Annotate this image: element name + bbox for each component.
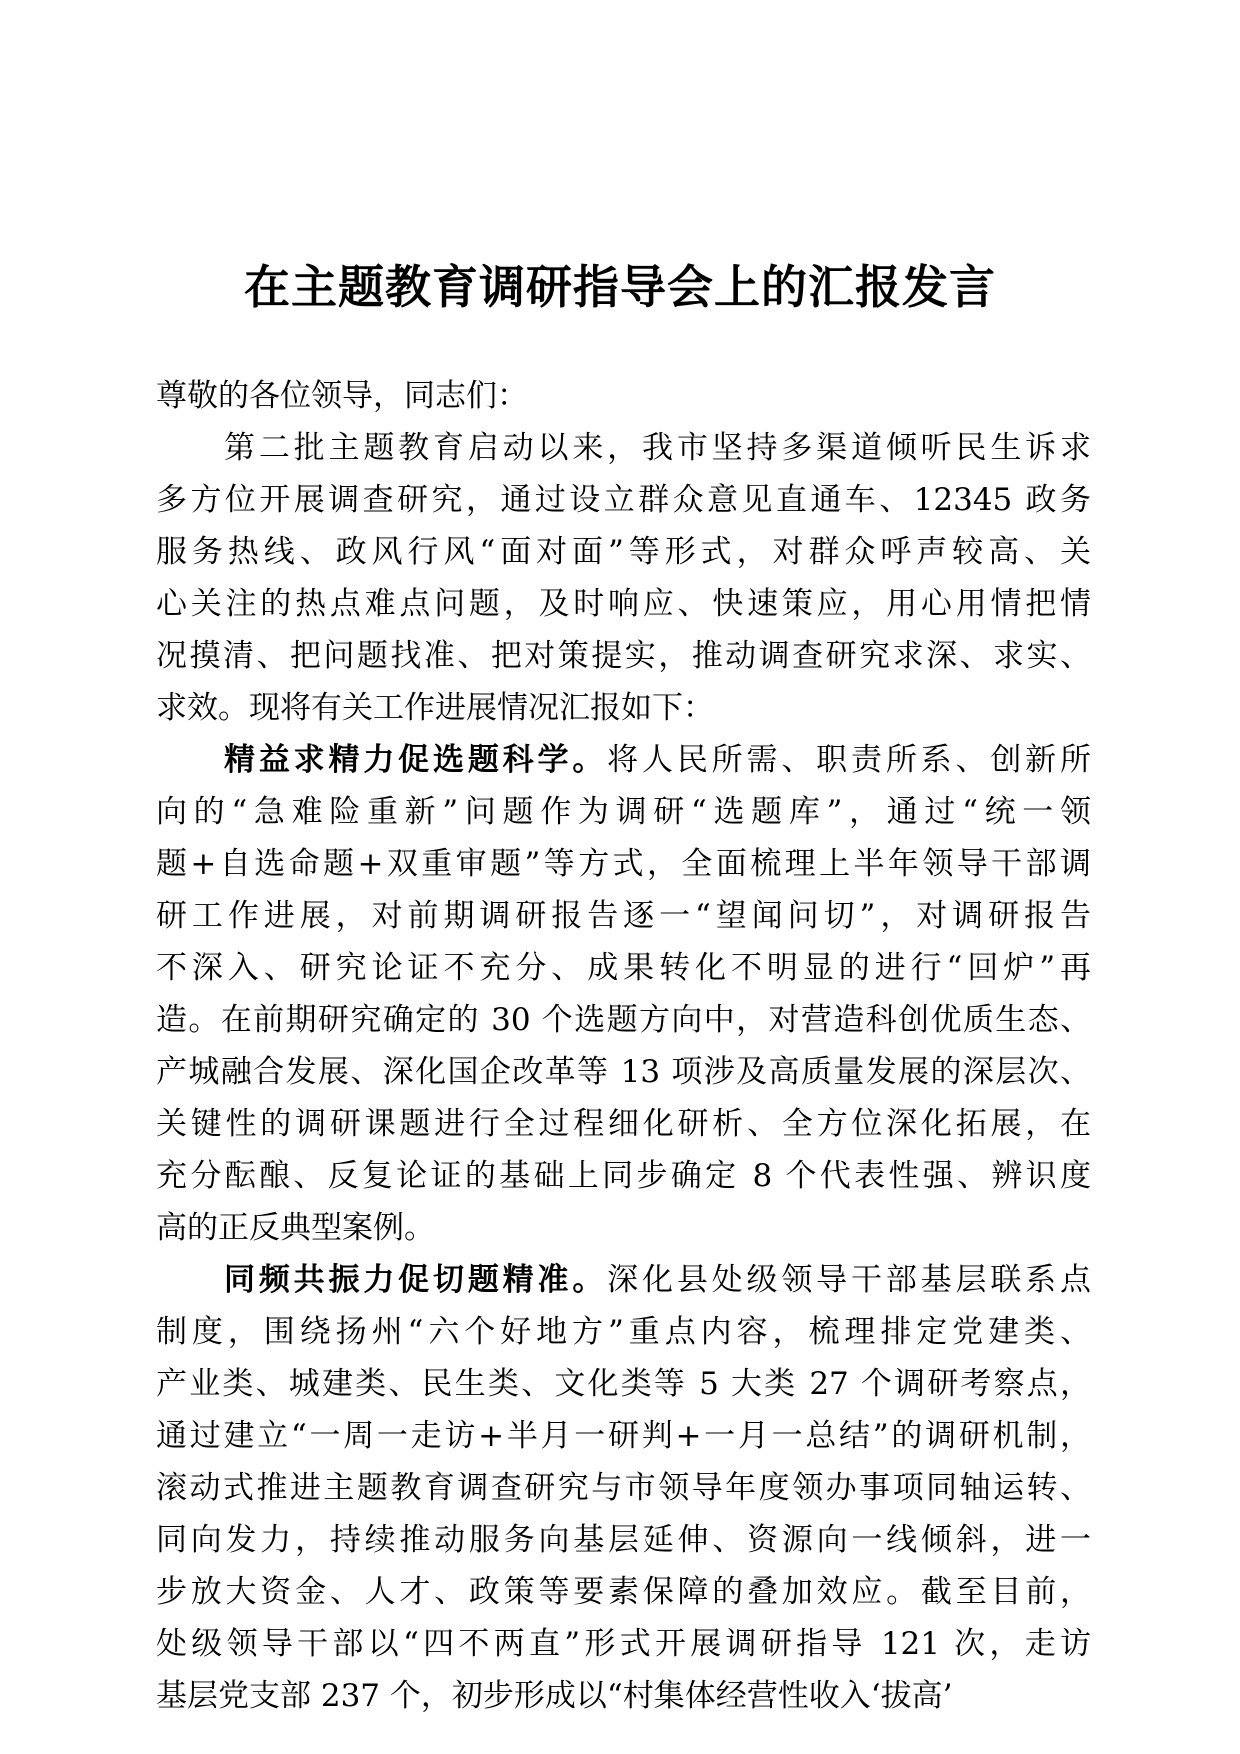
section1-line: 研工作进展，对前期调研报告逐一“望闻问切”，对调研报告 — [156, 898, 1091, 934]
intro-line: 况摸清、把问题找准、把对策提实，推动调查研究求深、求实、 — [156, 638, 1091, 674]
section1-line: 关键性的调研课题进行全过程细化研析、全方位深化拓展，在 — [156, 1106, 1091, 1142]
salutation: 尊敬的各位领导，同志们： — [156, 378, 528, 414]
section1-line: 充分酝酿、反复论证的基础上同步确定 8 个代表性强、辨识度 — [156, 1158, 1091, 1194]
section2-line: 通过建立“一周一走访+半月一研判+一月一总结”的调研机制， — [156, 1418, 1091, 1454]
section1-first-line — [156, 734, 1091, 786]
intro-line: 服务热线、政风行风“面对面”等形式，对群众呼声较高、关 — [156, 534, 1091, 570]
intro-line: 第二批主题教育启动以来，我市坚持多渠道倾听民生诉求 — [224, 430, 1091, 466]
section1-first-text: 将人民所需、职责所系、创新所 — [607, 742, 1092, 778]
section2-first-line — [156, 1254, 1091, 1306]
section1-heading: 精益求精力促选题科学。 — [224, 742, 608, 778]
section2-line: 产业类、城建类、民生类、文化类等 5 大类 27 个调研考察点， — [156, 1366, 1091, 1402]
section1-line: 向的“急难险重新”问题作为调研“选题库”，通过“统一领 — [156, 794, 1091, 830]
section2-line: 基层党支部 237 个，初步形成以“村集体经营性收入‘拔高’ — [156, 1678, 953, 1714]
intro-line: 多方位开展调查研究，通过设立群众意见直通车、12345 政务 — [156, 482, 1091, 518]
section2-line: 滚动式推进主题教育调查研究与市领导年度领办事项同轴运转、 — [156, 1470, 1091, 1506]
section2-line: 同向发力，持续推动服务向基层延伸、资源向一线倾斜，进一 — [156, 1522, 1091, 1558]
document-body — [156, 370, 1091, 1722]
section1-line: 不深入、研究论证不充分、成果转化不明显的进行“回炉”再 — [156, 950, 1091, 986]
section2-heading: 同频共振力促切题精准。 — [224, 1262, 608, 1298]
section1-line: 产城融合发展、深化国企改革等 13 项涉及高质量发展的深层次、 — [156, 1054, 1091, 1090]
section2-line: 制度，围绕扬州“六个好地方”重点内容，梳理排定党建类、 — [156, 1314, 1091, 1350]
intro-line: 心关注的热点难点问题，及时响应、快速策应，用心用情把情 — [156, 586, 1091, 622]
section1-line: 高的正反典型案例。 — [156, 1210, 435, 1246]
intro-line: 求效。现将有关工作进展情况汇报如下： — [156, 690, 714, 726]
section1-line: 题+自选命题+双重审题”等方式，全面梳理上半年领导干部调 — [156, 846, 1091, 882]
section2-first-text: 深化县处级领导干部基层联系点 — [607, 1262, 1092, 1298]
section2-line: 步放大资金、人才、政策等要素保障的叠加效应。截至目前， — [156, 1574, 1091, 1610]
section2-line: 处级领导干部以“四不两直”形式开展调研指导 121 次，走访 — [156, 1626, 1091, 1662]
section1-line: 造。在前期研究确定的 30 个选题方向中，对营造科创优质生态、 — [156, 1002, 1091, 1038]
document-title: 在主题教育调研指导会上的汇报发言 — [244, 260, 996, 314]
